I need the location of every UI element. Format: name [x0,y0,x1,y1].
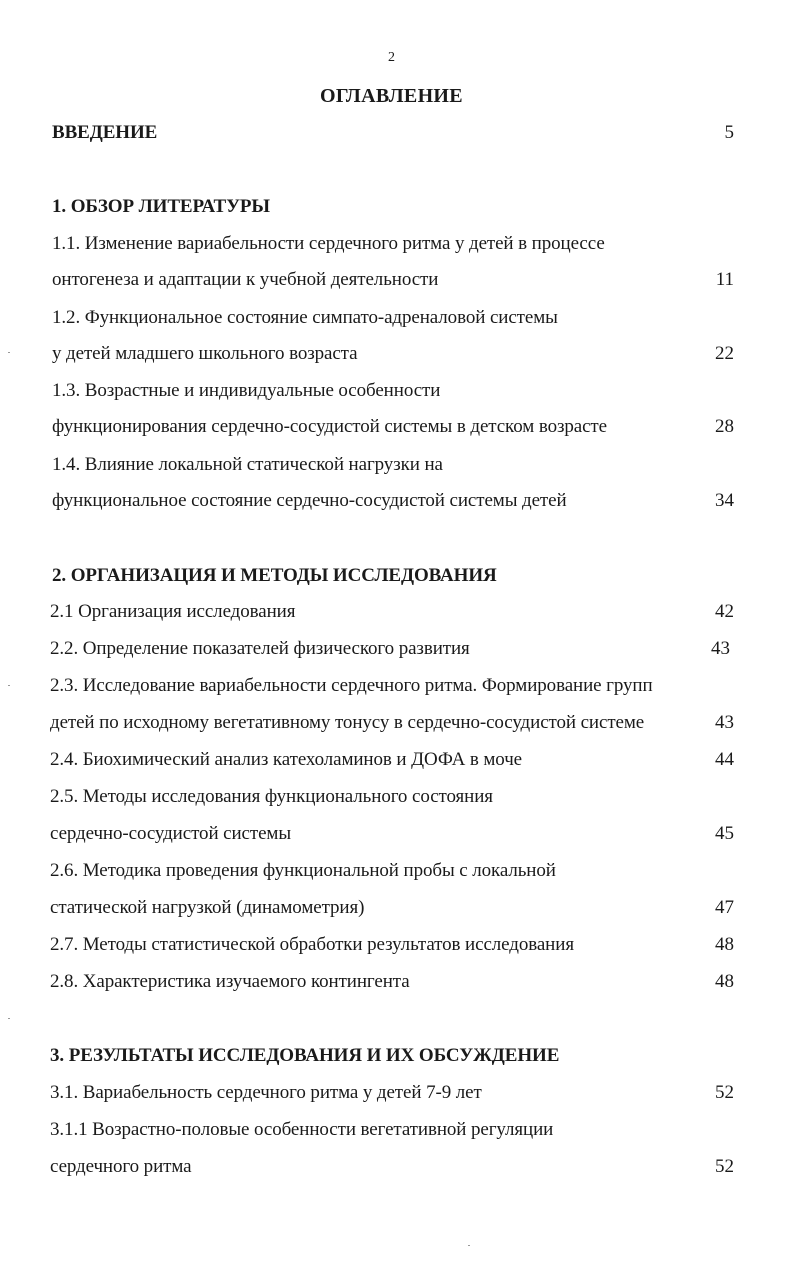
toc-entry-1-4-line2: функциональное состояние сердечно-сосудистой системы детей [52,490,567,511]
toc-entry-2-8: 2.8. Характеристика изучаемого контингента [50,971,410,992]
toc-entry-2-8-page: 48 [715,971,734,992]
toc-entry-3-1: 3.1. Вариабельность сердечного ритма у детей 7-9 лет [50,1082,482,1103]
toc-entry-2-7: 2.7. Методы статистической обработки результатов исследования [50,934,574,955]
toc-entry-2-2: 2.2. Определение показателей физического развития [50,638,470,659]
scan-speck [8,352,10,353]
toc-intro-label: ВВЕДЕНИЕ [52,122,158,143]
toc-intro-page: 5 [724,122,734,143]
toc-entry-2-4: 2.4. Биохимический анализ катехоламинов и ДОФА в моче [50,749,522,770]
toc-entry-3-1-1-line1: 3.1.1 Возрастно-половые особенности вегетативной регуляции [50,1119,554,1140]
toc-entry-1-2-line1: 1.2. Функциональное состояние симпато-адреналовой системы [52,307,558,328]
section-heading-2: 2. ОРГАНИЗАЦИЯ И МЕТОДЫ ИССЛЕДОВАНИЯ [52,565,497,586]
toc-entry-1-3-line1: 1.3. Возрастные и индивидуальные особенности [52,380,441,401]
scan-speck [8,1018,10,1019]
toc-entry-2-1-page: 42 [715,601,734,622]
toc-entry-2-6-line2: статической нагрузкой (динамометрия) [50,897,365,918]
toc-entry-1-4-page: 34 [715,490,734,511]
toc-entry-1-4-line1: 1.4. Влияние локальной статической нагрузки на [52,454,443,475]
toc-entry-1-1-line2: онтогенеза и адаптации к учебной деятельности [52,269,439,290]
toc-entry-2-3-line2: детей по исходному вегетативному тонусу в сердечно-сосудистой системе [50,712,645,733]
page-title: ОГЛАВЛЕНИЕ [320,85,463,107]
toc-entry-2-3-line1: 2.3. Исследование вариабельности сердечного ритма. Формирование групп [50,675,653,696]
section-heading-1: 1. ОБЗОР ЛИТЕРАТУРЫ [52,196,270,217]
scan-speck [8,685,10,686]
toc-entry-2-6-page: 47 [715,897,734,918]
toc-entry-1-3-line2: функционирования сердечно-сосудистой системы в детском возрасте [52,416,607,437]
scan-speck [468,1245,470,1246]
section-heading-3: 3. РЕЗУЛЬТАТЫ ИССЛЕДОВАНИЯ И ИХ ОБСУЖДЕНИЕ [50,1045,560,1066]
toc-entry-3-1-1-page: 52 [715,1156,734,1177]
toc-entry-1-2-line2: у детей младшего школьного возраста [52,343,358,364]
toc-entry-1-1-line1: 1.1. Изменение вариабельности сердечного ритма у детей в процессе [52,233,605,254]
toc-entry-1-2-page: 22 [715,343,734,364]
toc-entry-3-1-page: 52 [715,1082,734,1103]
toc-entry-2-5-line2: сердечно-сосудистой системы [50,823,292,844]
toc-entry-2-6-line1: 2.6. Методика проведения функциональной пробы с локальной [50,860,556,881]
toc-entry-3-1-1-line2: сердечного ритма [50,1156,192,1177]
toc-entry-2-4-page: 44 [715,749,734,770]
toc-entry-2-1: 2.1 Организация исследования [50,601,296,622]
toc-entry-1-1-page: 11 [715,269,734,290]
toc-entry-2-2-page: 43 [711,638,730,659]
toc-entry-1-3-page: 28 [715,416,734,437]
toc-entry-2-7-page: 48 [715,934,734,955]
toc-entry-2-5-line1: 2.5. Методы исследования функционального состояния [50,786,493,807]
page-number: 2 [388,50,395,65]
toc-entry-2-3-page: 43 [715,712,734,733]
toc-entry-2-5-page: 45 [715,823,734,844]
